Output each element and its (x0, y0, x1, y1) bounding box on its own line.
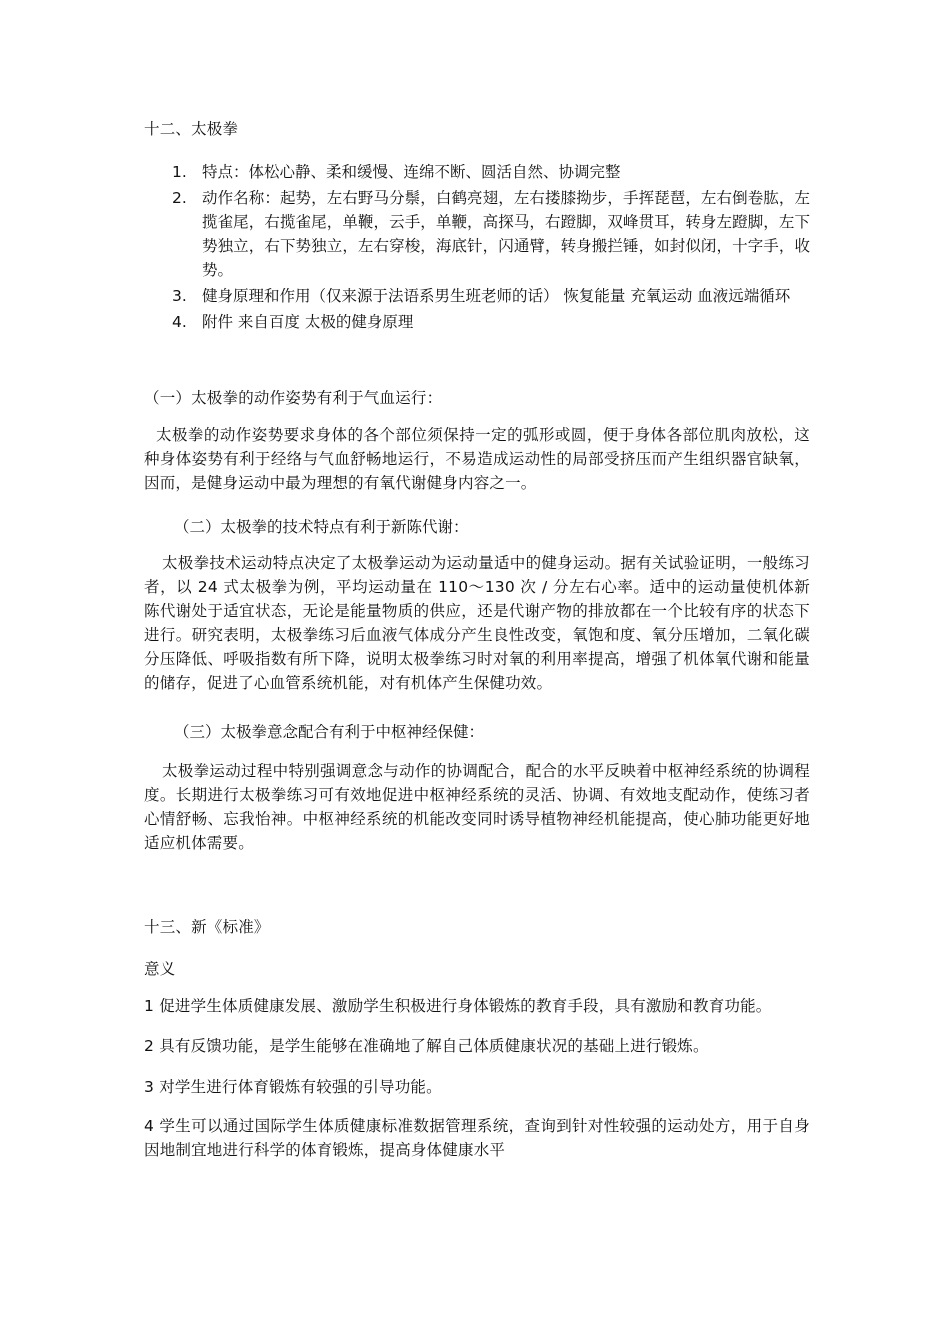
list-text: 附件 来自百度 太极的健身原理 (202, 313, 414, 331)
subsection-1-body: 太极拳的动作姿势要求身体的各个部位须保持一定的弧形或圆，便于身体各部位肌肉放松，这种身体姿势有利于经络与气血舒畅地运行，不易造成运动性的局部受挤压而产生组织器官缺氧，因而，是健身运动中最为理想的有氧代谢健身内容之一。 (144, 426, 810, 492)
list-text: 特点：体松心静、柔和缓慢、连绵不断、圆活自然、协调完整 (202, 163, 621, 181)
list-number: 1. (172, 163, 187, 181)
meaning-item-2: 2 具有反馈功能，是学生能够在准确地了解自己体质健康状况的基础上进行锻炼。 (144, 1037, 709, 1055)
meaning-item-1: 1 促进学生体质健康发展、激励学生积极进行身体锻炼的教育手段，具有激励和教育功能。 (144, 997, 772, 1015)
meaning-label: 意义 (144, 960, 176, 978)
list-item (144, 284, 810, 308)
list-item (144, 160, 810, 184)
list-item (144, 186, 810, 282)
list-text: 动作名称：起势，左右野马分鬃，白鹤亮翅，左右搂膝拗步，手挥琵琶，左右倒卷肱，左揽雀尾，右揽雀尾，单鞭，云手，单鞭，高探马，右蹬脚，双峰贯耳，转身左蹬脚，左下势独立，右下势独立，左右穿梭，海底针，闪通臂，转身搬拦锤，如封似闭，十字手，收势。 (202, 189, 810, 279)
list-number: 2. (172, 189, 187, 207)
list-text: 健身原理和作用（仅来源于法语系男生班老师的话） 恢复能量 充氧运动 血液远端循环 (202, 287, 791, 305)
subsection-1-heading: （一）太极拳的动作姿势有利于气血运行： (144, 389, 443, 407)
subsection-2-body: 太极拳技术运动特点决定了太极拳运动为运动量适中的健身运动。据有关试验证明，一般练习者，以 24 式太极拳为例，平均运动量在 110～130 次 / 分左右心率。适中的运动量使机体新陈代谢处于适宜状态，无论是能量物质的供应，还是代谢产物的排放都在一个比较有序的状态下进行。研究表明，太极拳练习后血液气体成分产生良性改变，氧饱和度、氧分压增加，二氧化碳分压降低、呼吸指数有所下降，说明太极拳练习时对氧的利用率提高，增强了机体氧代谢和能量的储存，促进了心血管系统机能，对有机体产生保健功效。 (144, 554, 810, 692)
meaning-item-3: 3 对学生进行体育锻炼有较强的引导功能。 (144, 1078, 442, 1096)
taiji-list (144, 160, 810, 336)
list-number: 4. (172, 313, 187, 331)
section-12-heading: 十二、太极拳 (144, 120, 239, 138)
subsection-3-heading: （三）太极拳意念配合有利于中枢神经保健： (174, 723, 485, 741)
subsection-3-body: 太极拳运动过程中特别强调意念与动作的协调配合，配合的水平反映着中枢神经系统的协调程度。长期进行太极拳练习可有效地促进中枢神经系统的灵活、协调、有效地支配动作，使练习者心情舒畅、忘我怡神。中枢神经系统的机能改变同时诱导植物神经机能提高，使心肺功能更好地适应机体需要。 (144, 762, 810, 852)
list-number: 3. (172, 287, 187, 305)
list-item (144, 310, 810, 334)
meaning-item-4: 4 学生可以通过国际学生体质健康标准数据管理系统，查询到针对性较强的运动处方，用于自身因地制宜地进行科学的体育锻炼，提高身体健康水平 (144, 1117, 810, 1159)
subsection-2-heading: （二）太极拳的技术特点有利于新陈代谢： (174, 518, 469, 536)
section-13-heading: 十三、新《标准》 (144, 918, 270, 936)
